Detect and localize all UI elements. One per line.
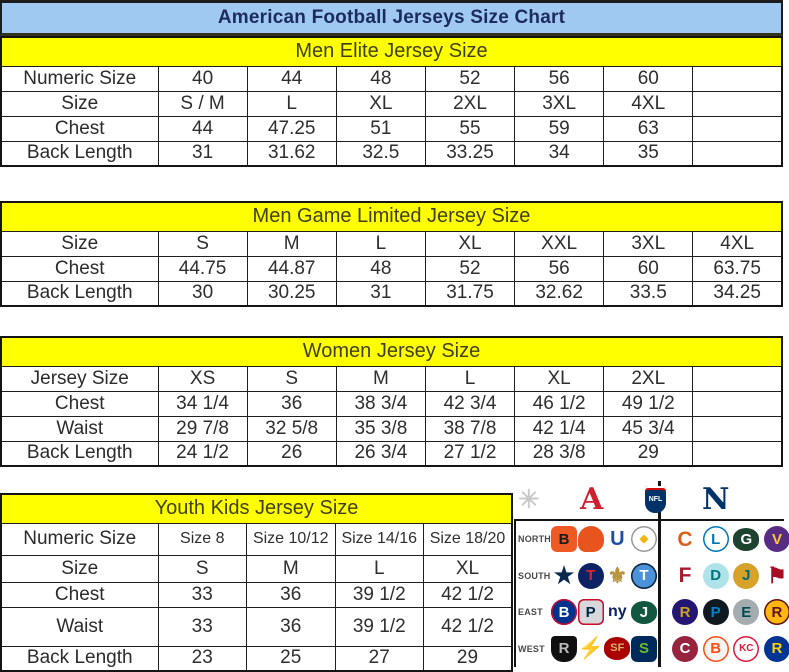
size-cell: 2XL	[425, 91, 514, 116]
size-cell: 38 3/4	[336, 391, 425, 416]
men-elite-jersey-table	[0, 36, 783, 167]
size-cell: XS	[158, 366, 247, 391]
team-logo-packers: G	[733, 528, 759, 551]
team-logo-raiders: R	[551, 636, 577, 662]
size-cell: S / M	[158, 91, 247, 116]
starburst-icon: ✳	[518, 484, 540, 514]
size-cell: 34.25	[693, 281, 782, 306]
team-logo-texans: T	[578, 563, 604, 589]
size-cell: 39 1/2	[335, 582, 424, 607]
afc-division-teams	[551, 526, 662, 552]
size-cell: L	[335, 555, 424, 582]
size-cell: 29 7/8	[158, 416, 247, 441]
size-cell: Size 14/16	[335, 523, 424, 555]
team-logo-chiefs: KC	[733, 636, 759, 662]
nfc-division-teams	[662, 599, 789, 625]
team-logo-cardinals: C	[672, 636, 698, 662]
afc-division-teams	[551, 636, 662, 662]
size-cell: 52	[425, 256, 514, 281]
size-cell: 44	[247, 66, 336, 91]
table-section-header: Men Game Limited Jersey Size	[1, 202, 782, 231]
size-cell: 52	[425, 66, 514, 91]
size-cell	[693, 441, 782, 466]
row-label: Numeric Size	[1, 66, 158, 91]
size-cell: 3XL	[515, 91, 604, 116]
size-cell: 34	[515, 141, 604, 166]
size-cell: XL	[424, 555, 513, 582]
size-cell: 31.62	[247, 141, 336, 166]
team-logo-cowboys: ★	[553, 562, 575, 589]
size-cell: 38 7/8	[425, 416, 514, 441]
size-cell: L	[247, 91, 336, 116]
size-cell: 33	[158, 582, 247, 607]
team-logo-bills: B	[551, 599, 577, 625]
team-logo-panthers: P	[703, 599, 729, 625]
size-cell: 23	[158, 646, 247, 671]
size-cell: 34 1/4	[158, 391, 247, 416]
division-label: SOUTH	[518, 570, 551, 581]
size-cell: 32.5	[336, 141, 425, 166]
size-cell: 42 1/4	[515, 416, 604, 441]
size-cell: 26	[247, 441, 336, 466]
team-logo-browns	[578, 526, 604, 552]
spacer	[0, 167, 783, 201]
size-cell: 2XL	[604, 366, 693, 391]
size-cell: 63.75	[693, 256, 782, 281]
size-cell: 31	[158, 141, 247, 166]
team-logo-bengals: B	[551, 526, 577, 552]
team-logo-titans: T	[631, 563, 657, 589]
row-label: Chest	[1, 116, 158, 141]
size-cell: 32.62	[515, 281, 604, 306]
row-label: Waist	[1, 607, 158, 646]
team-logo-rams: R	[764, 636, 789, 662]
size-cell: 47.25	[247, 116, 336, 141]
men-game-limited-jersey-table	[0, 201, 783, 307]
team-logo-broncos: B	[703, 636, 729, 662]
team-logo-lions: L	[703, 526, 729, 552]
team-logo-steelers: ◆	[631, 526, 657, 552]
size-cell: Size 10/12	[247, 523, 336, 555]
size-cell	[693, 391, 782, 416]
team-logo-vikings: V	[764, 526, 789, 552]
division-label: NORTH	[518, 534, 551, 545]
size-cell: 4XL	[604, 91, 693, 116]
size-cell: XXL	[515, 231, 604, 256]
size-cell: 48	[336, 256, 425, 281]
division-row	[516, 521, 784, 558]
size-cell: 26 3/4	[336, 441, 425, 466]
size-cell	[693, 91, 782, 116]
division-label: EAST	[518, 607, 543, 618]
youth-kids-jersey-table	[0, 493, 513, 672]
nfc-logo-icon: N	[702, 482, 730, 517]
size-cell: 27	[335, 646, 424, 671]
division-row	[516, 594, 784, 631]
size-cell: 35 3/8	[336, 416, 425, 441]
table-section-header: Youth Kids Jersey Size	[1, 494, 512, 523]
division-label: WEST	[518, 643, 545, 654]
nfl-divisions-panel	[514, 481, 787, 667]
size-cell: 30	[158, 281, 247, 306]
team-logo-ravens: R	[672, 599, 698, 625]
size-cell: XL	[336, 91, 425, 116]
nfl-shield-icon: NFL	[645, 486, 666, 513]
team-logo-giants: ny	[607, 603, 627, 621]
row-label: Back Length	[1, 141, 158, 166]
size-cell: 42 1/2	[424, 607, 513, 646]
size-cell: 55	[425, 116, 514, 141]
size-cell: 29	[604, 441, 693, 466]
row-label: Chest	[1, 582, 158, 607]
row-label: Back Length	[1, 646, 158, 671]
size-cell: 44.75	[158, 256, 247, 281]
team-logo-seahawks: S	[631, 636, 657, 662]
women-jersey-table	[0, 336, 783, 467]
page-title: American Football Jerseys Size Chart	[0, 0, 783, 36]
row-label: Size	[1, 231, 158, 256]
division-row	[516, 631, 784, 668]
size-cell: 25	[247, 646, 336, 671]
nfc-division-teams	[662, 526, 789, 552]
size-cell: 60	[604, 256, 693, 281]
team-logo-eagles: E	[733, 599, 759, 625]
spacer	[0, 307, 783, 336]
team-logo-jaguars: J	[733, 563, 759, 589]
nfc-division-teams	[662, 563, 789, 589]
size-cell: Size 8	[158, 523, 247, 555]
afc-logo-icon: A	[580, 482, 604, 517]
team-logo-redskins: R	[764, 599, 789, 625]
row-label: Numeric Size	[1, 523, 158, 555]
size-cell: 30.25	[247, 281, 336, 306]
size-cell: 63	[604, 116, 693, 141]
size-cell: 29	[424, 646, 513, 671]
size-cell	[693, 416, 782, 441]
size-cell: 51	[336, 116, 425, 141]
size-cell: 39 1/2	[335, 607, 424, 646]
size-cell: 59	[515, 116, 604, 141]
size-cell: L	[425, 366, 514, 391]
size-cell: XL	[515, 366, 604, 391]
row-label: Back Length	[1, 441, 158, 466]
size-cell: L	[336, 231, 425, 256]
size-cell: 60	[604, 66, 693, 91]
size-cell: 32 5/8	[247, 416, 336, 441]
team-logo-dolphins: D	[703, 563, 729, 589]
row-label: Back Length	[1, 281, 158, 306]
row-label: Chest	[1, 256, 158, 281]
size-cell	[693, 366, 782, 391]
size-cell: 35	[604, 141, 693, 166]
size-cell: 42 3/4	[425, 391, 514, 416]
size-cell: 31	[336, 281, 425, 306]
size-cell: 56	[515, 66, 604, 91]
team-logo-buccaneers: ⚑	[767, 562, 787, 588]
size-cell	[693, 116, 782, 141]
size-cell: S	[158, 555, 247, 582]
size-cell: 44.87	[247, 256, 336, 281]
size-cell: Size 18/20	[424, 523, 513, 555]
afc-division-teams	[551, 563, 662, 589]
size-cell	[693, 66, 782, 91]
size-cell: 36	[247, 391, 336, 416]
size-cell: 4XL	[693, 231, 782, 256]
row-label: Jersey Size	[1, 366, 158, 391]
size-cell: 36	[247, 582, 336, 607]
size-cell: 33.25	[425, 141, 514, 166]
size-cell: 28 3/8	[515, 441, 604, 466]
size-cell: 33	[158, 607, 247, 646]
nfc-division-teams	[662, 636, 789, 662]
row-label: Size	[1, 555, 158, 582]
team-logo-colts: U	[610, 528, 625, 551]
size-cell: S	[158, 231, 247, 256]
size-cell	[693, 141, 782, 166]
team-logo-chargers: ⚡	[577, 637, 604, 661]
team-logo-grid	[514, 521, 787, 667]
team-logo-49ers: SF	[604, 637, 630, 660]
size-cell: 27 1/2	[425, 441, 514, 466]
size-cell: 40	[158, 66, 247, 91]
team-logo-saints: ⚜	[607, 562, 628, 588]
row-label: Waist	[1, 416, 158, 441]
size-cell: 36	[247, 607, 336, 646]
size-cell: 33.5	[604, 281, 693, 306]
size-cell: M	[336, 366, 425, 391]
division-row	[516, 558, 787, 595]
row-label: Size	[1, 91, 158, 116]
team-logo-jets: J	[631, 601, 657, 624]
size-cell: 31.75	[425, 281, 514, 306]
size-cell: M	[247, 555, 336, 582]
size-cell: 42 1/2	[424, 582, 513, 607]
size-cell: 3XL	[604, 231, 693, 256]
size-cell: 45 3/4	[604, 416, 693, 441]
size-cell: XL	[425, 231, 514, 256]
size-cell: 44	[158, 116, 247, 141]
afc-division-teams	[551, 599, 662, 625]
size-cell: 48	[336, 66, 425, 91]
team-logo-bears: C	[677, 527, 693, 551]
row-label: Chest	[1, 391, 158, 416]
conference-header-row	[514, 481, 784, 521]
size-cell: 49 1/2	[604, 391, 693, 416]
size-cell: 46 1/2	[515, 391, 604, 416]
size-cell: S	[247, 366, 336, 391]
size-cell: M	[247, 231, 336, 256]
table-section-header: Men Elite Jersey Size	[1, 37, 782, 66]
team-logo-patriots: P	[578, 599, 604, 625]
size-cell: 56	[515, 256, 604, 281]
team-logo-falcons: F	[678, 564, 692, 588]
table-section-header: Women Jersey Size	[1, 337, 782, 366]
size-cell: 24 1/2	[158, 441, 247, 466]
